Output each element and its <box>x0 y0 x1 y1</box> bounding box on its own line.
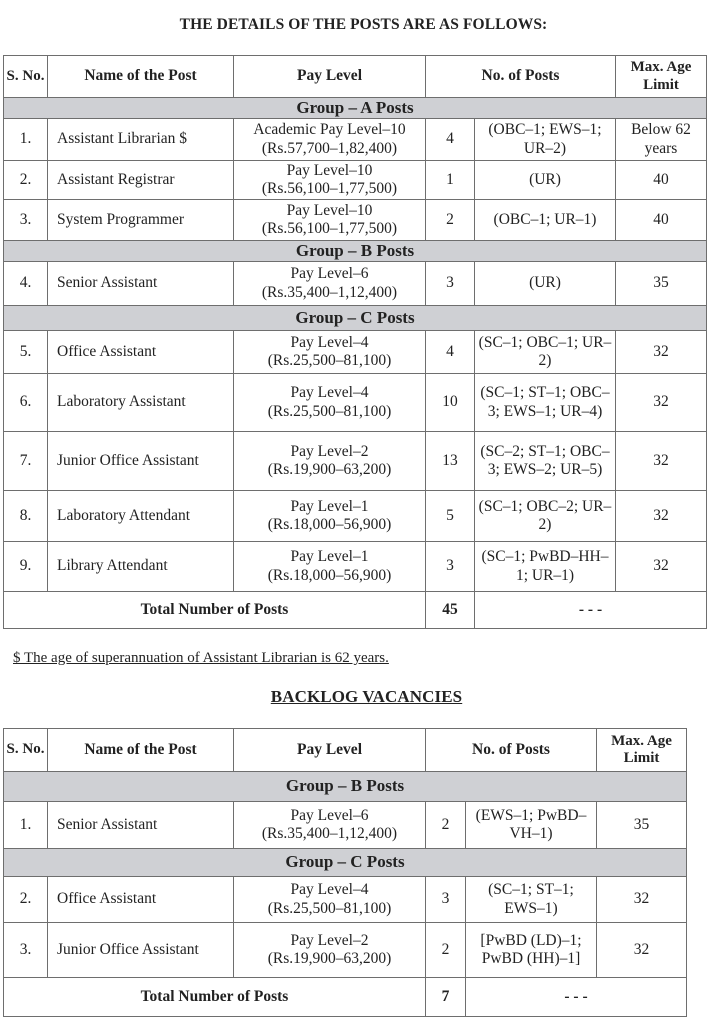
category-cell: (SC–1; PwBD–HH–1; UR–1) <box>475 542 616 592</box>
pay-range: (Rs.18,000–56,900) <box>267 566 392 584</box>
category-cell: (SC–1; OBC–2; UR–2) <box>475 491 616 542</box>
post-count-cell: 4 <box>426 119 475 161</box>
post-name-cell: Laboratory Attendant <box>48 491 234 542</box>
total-value: 45 <box>426 592 475 629</box>
category-cell: (SC–1; ST–1; OBC–3; EWS–1; UR–4) <box>475 374 616 432</box>
table-header-row <box>4 729 687 772</box>
header-max-age: Max. Age Limit <box>616 56 707 98</box>
pay-range: (Rs.25,500–81,100) <box>267 402 392 420</box>
header-sno: S. No. <box>4 56 48 98</box>
post-name-cell: Assistant Registrar <box>48 161 234 200</box>
pay-level: Pay Level–6 <box>290 806 369 824</box>
pay-level-cell <box>234 331 426 374</box>
header-name: Name of the Post <box>48 729 234 772</box>
pay-level-cell <box>234 262 426 306</box>
pay-range: (Rs.35,400–1,12,400) <box>261 283 398 301</box>
backlog-table <box>3 728 687 1017</box>
table-row <box>4 432 707 491</box>
table-row <box>4 491 707 542</box>
total-dash: - - - <box>466 978 687 1017</box>
group-label: Group – A Posts <box>4 98 707 119</box>
category-cell: (OBC–1; UR–1) <box>475 200 616 241</box>
post-count-cell: 10 <box>426 374 475 432</box>
group-label: Group – C Posts <box>4 306 707 331</box>
age-limit-cell: 32 <box>616 491 707 542</box>
age-limit-cell: 40 <box>616 200 707 241</box>
pay-level: Pay Level–2 <box>290 931 369 949</box>
pay-level-cell <box>234 119 426 161</box>
group-label: Group – B Posts <box>4 772 687 802</box>
sno-cell: 6. <box>4 374 48 432</box>
total-dash: - - - <box>475 592 707 629</box>
post-name-cell: Senior Assistant <box>48 802 234 849</box>
header-sno: S. No. <box>4 729 48 772</box>
group-row-a <box>4 98 707 119</box>
pay-level: Pay Level–10 <box>286 161 373 179</box>
group-row-b <box>4 772 687 802</box>
group-row-c <box>4 849 687 877</box>
post-count-cell: 3 <box>426 262 475 306</box>
category-cell: (UR) <box>475 262 616 306</box>
sno-cell: 2. <box>4 877 48 923</box>
table-row <box>4 877 687 923</box>
pay-level: Pay Level–2 <box>290 442 369 460</box>
group-row-c <box>4 306 707 331</box>
age-limit-cell: 32 <box>616 374 707 432</box>
pay-level: Pay Level–4 <box>290 384 369 402</box>
age-limit-cell: 40 <box>616 161 707 200</box>
post-name-cell: Assistant Librarian $ <box>48 119 234 161</box>
total-label: Total Number of Posts <box>4 592 426 629</box>
pay-level: Pay Level–1 <box>290 548 369 566</box>
pay-level-cell <box>234 491 426 542</box>
pay-level: Academic Pay Level–10 <box>253 121 406 139</box>
category-cell: [PwBD (LD)–1; PwBD (HH)–1] <box>466 923 597 978</box>
post-count-cell: 2 <box>426 802 466 849</box>
header-pay-level: Pay Level <box>234 56 426 98</box>
backlog-title: BACKLOG VACANCIES <box>270 687 463 706</box>
group-label: Group – B Posts <box>4 241 707 262</box>
table-row <box>4 200 707 241</box>
group-label: Group – C Posts <box>4 849 687 877</box>
pay-level-cell <box>234 161 426 200</box>
category-cell: (UR) <box>475 161 616 200</box>
pay-level-cell <box>234 923 426 978</box>
post-name-cell: Junior Office Assistant <box>48 923 234 978</box>
post-count-cell: 3 <box>426 877 466 923</box>
table-row <box>4 161 707 200</box>
posts-details-title: THE DETAILS OF THE POSTS ARE AS FOLLOWS: <box>179 16 548 33</box>
sno-cell: 4. <box>4 262 48 306</box>
table-row <box>4 923 687 978</box>
pay-range: (Rs.25,500–81,100) <box>267 899 392 917</box>
sno-cell: 2. <box>4 161 48 200</box>
pay-range: (Rs.56,100–1,77,500) <box>261 180 398 198</box>
header-name: Name of the Post <box>48 56 234 98</box>
age-limit-cell: 32 <box>616 432 707 491</box>
category-cell: (EWS–1; PwBD–VH–1) <box>466 802 597 849</box>
sno-cell: 3. <box>4 923 48 978</box>
pay-level-cell <box>234 374 426 432</box>
pay-range: (Rs.19,900–63,200) <box>267 461 392 479</box>
header-max-age: Max. Age Limit <box>597 729 687 772</box>
pay-level-cell <box>234 802 426 849</box>
category-cell: (OBC–1; EWS–1; UR–2) <box>475 119 616 161</box>
pay-level: Pay Level–10 <box>286 201 373 219</box>
post-name-cell: Office Assistant <box>48 877 234 923</box>
sno-cell: 1. <box>4 802 48 849</box>
post-name-cell: System Programmer <box>48 200 234 241</box>
pay-range: (Rs.25,500–81,100) <box>267 352 392 370</box>
category-cell: (SC–1; ST–1; EWS–1) <box>466 877 597 923</box>
age-limit-cell: 35 <box>597 802 687 849</box>
pay-level-cell <box>234 542 426 592</box>
pay-range: (Rs.56,100–1,77,500) <box>261 220 398 238</box>
category-cell: (SC–2; ST–1; OBC–3; EWS–2; UR–5) <box>475 432 616 491</box>
table-row <box>4 262 707 306</box>
table-row <box>4 374 707 432</box>
table-row <box>4 802 687 849</box>
pay-level: Pay Level–4 <box>290 333 369 351</box>
total-row <box>4 592 707 629</box>
sno-cell: 1. <box>4 119 48 161</box>
post-count-cell: 5 <box>426 491 475 542</box>
pay-range: (Rs.57,700–1,82,400) <box>261 139 398 157</box>
table-row <box>4 119 707 161</box>
post-count-cell: 2 <box>426 923 466 978</box>
post-name-cell: Junior Office Assistant <box>48 432 234 491</box>
pay-level-cell <box>234 200 426 241</box>
table-row <box>4 542 707 592</box>
age-limit-cell: Below 62 years <box>616 119 707 161</box>
sno-cell: 3. <box>4 200 48 241</box>
sno-cell: 7. <box>4 432 48 491</box>
sno-cell: 5. <box>4 331 48 374</box>
sno-cell: 8. <box>4 491 48 542</box>
pay-range: (Rs.19,900–63,200) <box>267 950 392 967</box>
post-name-cell: Library Attendant <box>48 542 234 592</box>
total-label: Total Number of Posts <box>4 978 426 1017</box>
pay-range: (Rs.18,000–56,900) <box>267 516 392 534</box>
pay-range: (Rs.35,400–1,12,400) <box>261 825 398 842</box>
pay-level-cell <box>234 432 426 491</box>
footnote: $ The age of superannuation of Assistant Librarian is 62 years. <box>13 650 389 666</box>
post-count-cell: 2 <box>426 200 475 241</box>
post-name-cell: Laboratory Assistant <box>48 374 234 432</box>
pay-level: Pay Level–4 <box>290 881 369 899</box>
header-pay-level: Pay Level <box>234 729 426 772</box>
age-limit-cell: 35 <box>616 262 707 306</box>
header-no-of-posts: No. of Posts <box>426 729 597 772</box>
pay-level: Pay Level–1 <box>290 497 369 515</box>
age-limit-cell: 32 <box>597 923 687 978</box>
group-row-b <box>4 241 707 262</box>
post-count-cell: 1 <box>426 161 475 200</box>
post-count-cell: 4 <box>426 331 475 374</box>
post-count-cell: 3 <box>426 542 475 592</box>
sno-cell: 9. <box>4 542 48 592</box>
table-header-row <box>4 56 707 98</box>
post-count-cell: 13 <box>426 432 475 491</box>
age-limit-cell: 32 <box>597 877 687 923</box>
pay-level: Pay Level–6 <box>290 265 369 283</box>
pay-level-cell <box>234 877 426 923</box>
post-name-cell: Office Assistant <box>48 331 234 374</box>
table-row <box>4 331 707 374</box>
posts-table <box>3 55 707 629</box>
post-name-cell: Senior Assistant <box>48 262 234 306</box>
total-row <box>4 978 687 1017</box>
category-cell: (SC–1; OBC–1; UR–2) <box>475 331 616 374</box>
total-value: 7 <box>426 978 466 1017</box>
age-limit-cell: 32 <box>616 542 707 592</box>
age-limit-cell: 32 <box>616 331 707 374</box>
header-no-of-posts: No. of Posts <box>426 56 616 98</box>
